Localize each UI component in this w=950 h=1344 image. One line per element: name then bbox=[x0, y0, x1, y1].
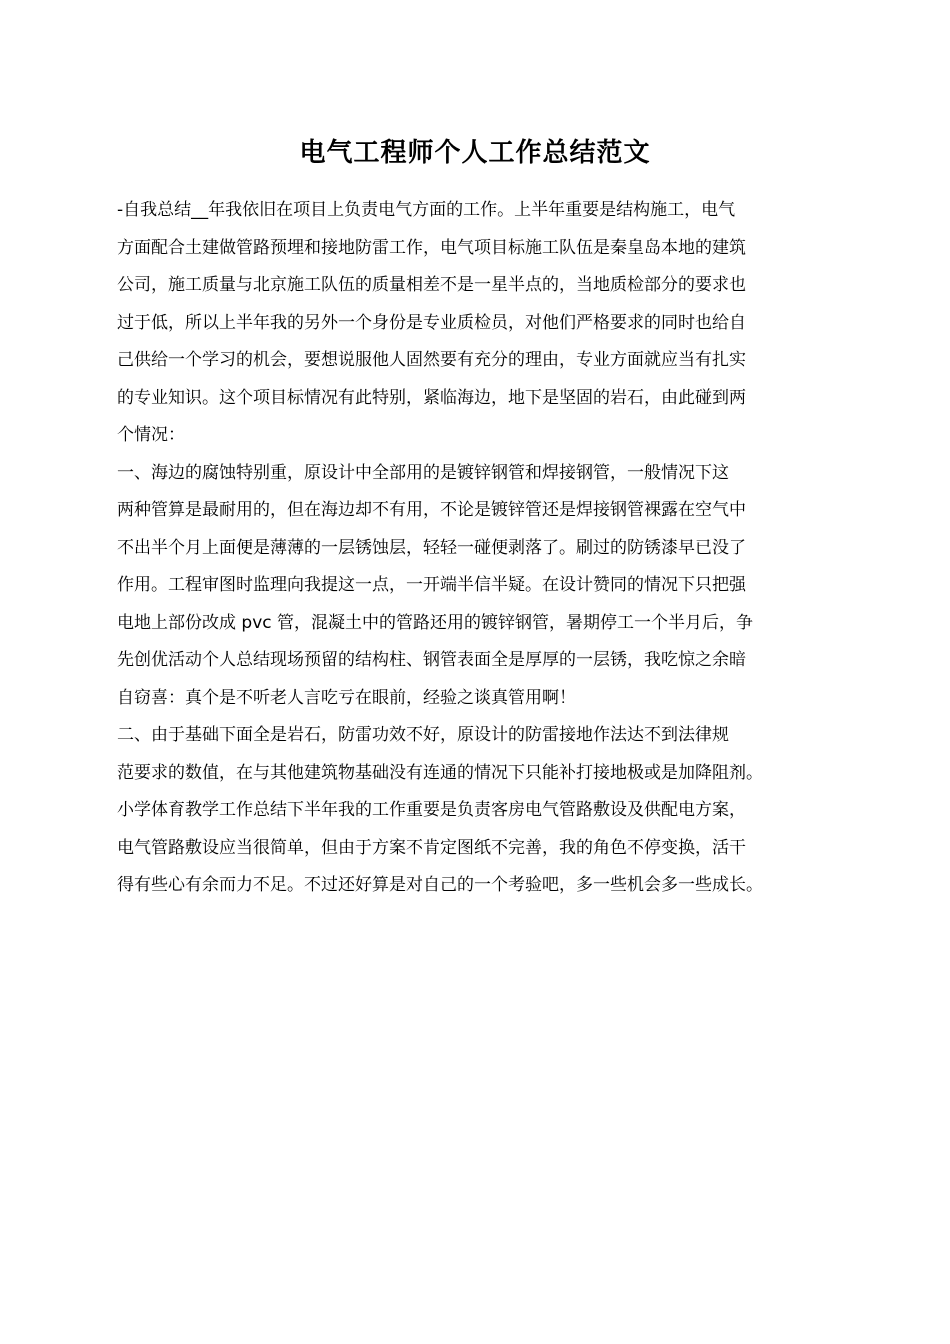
text-line: 方面配合土建做管路预埋和接地防雷工作，电气项目标施工队伍是秦皇岛本地的建筑 bbox=[117, 237, 746, 258]
text-line: 二、由于基础下面全是岩石，防雷功效不好，原设计的防雷接地作法达不到法律规 bbox=[117, 725, 729, 745]
text-line: 作用。工程审图时监理向我提这一点，一开端半信半疑。在设计赞同的情况下只把强 bbox=[117, 575, 746, 595]
text-line: 个情况： bbox=[117, 425, 185, 445]
text-line: 小学体育教学工作总结下半年我的工作重要是负责客房电气管路敷设及供配电方案， bbox=[117, 800, 746, 820]
text-line: 不出半个月上面便是薄薄的一层锈蚀层，轻轻一碰便剥落了。刷过的防锈漆早已没了 bbox=[117, 537, 746, 558]
text-line: 己供给一个学习的机会，要想说服他人固然要有充分的理由，专业方面就应当有扎实 bbox=[117, 350, 746, 370]
text-line: 两种管算是最耐用的，但在海边却不有用，不论是镀锌管还是焊接钢管裸露在空气中 bbox=[117, 500, 746, 520]
text-line: 电地上部份改成 pvc 管，混凝土中的管路还用的镀锌钢管，暑期停工一个半月后，争 bbox=[117, 612, 754, 633]
text-line: 自窃喜：真个是不听老人言吃亏在眼前，经验之谈真管用啊！ bbox=[117, 687, 576, 708]
paragraph-point-two bbox=[117, 717, 837, 905]
text-line: 的专业知识。这个项目标情况有此特别，紧临海边，地下是坚固的岩石，由此碰到两 bbox=[117, 387, 746, 408]
document-title: 电气工程师个人工作总结范文 bbox=[299, 138, 651, 168]
text-line: 得有些心有余而力不足。不过还好算是对自己的一个考验吧，多一些机会多一些成长。 bbox=[117, 875, 763, 895]
text-line: 电气管路敷设应当很简单，但由于方案不肯定图纸不完善，我的角色不停变换，活干 bbox=[117, 837, 746, 858]
text-line: 一、海边的腐蚀特别重，原设计中全部用的是镀锌钢管和焊接钢管，一般情况下这 bbox=[117, 462, 729, 483]
text-line: 范要求的数值，在与其他建筑物基础没有连通的情况下只能补打接地极或是加降阻剂。 bbox=[117, 762, 763, 783]
document-body bbox=[117, 192, 837, 905]
paragraph-point-one bbox=[117, 455, 837, 718]
text-line: 先创优活动个人总结现场预留的结构柱、钢管表面全是厚厚的一层锈，我吃惊之余暗 bbox=[117, 650, 746, 670]
text-line: 过于低，所以上半年我的另外一个身份是专业质检员，对他们严格要求的同时也给自 bbox=[117, 312, 746, 333]
paragraph-intro bbox=[117, 192, 837, 455]
text-line: 公司，施工质量与北京施工队伍的质量相差不是一星半点的，当地质检部分的要求也 bbox=[117, 275, 746, 295]
text-line: -自我总结__年我依旧在项目上负责电气方面的工作。上半年重要是结构施工，电气 bbox=[117, 200, 736, 220]
